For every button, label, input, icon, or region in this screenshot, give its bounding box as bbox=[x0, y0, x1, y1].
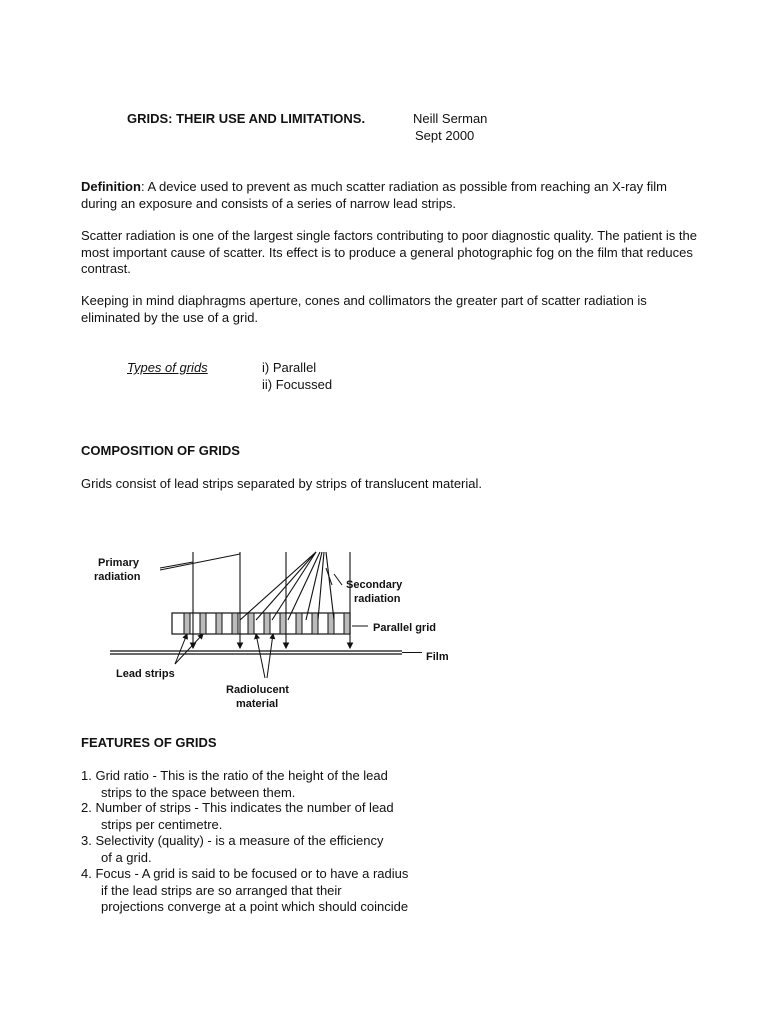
secondary-rays bbox=[240, 552, 334, 620]
scatter-paragraph: Scatter radiation is one of the largest single factors contributing to poor diagnostic quality. The patient is the most important cause of scatter. Its effect is to produce a general photographic fog on the film that reduces contrast. bbox=[81, 228, 697, 276]
composition-text: Grids consist of lead strips separated by strips of translucent material. bbox=[81, 476, 483, 491]
feature-item: 2. Number of strips - This indicates the number of lead strips per centimetre. bbox=[81, 800, 394, 832]
document-date: Sept 2000 bbox=[415, 128, 475, 143]
definition-text: : A device used to prevent as much scatter radiation as possible from reaching an X-ray film during an exposure and consists of a series of narrow lead strips. bbox=[81, 179, 667, 211]
definition-paragraph bbox=[81, 179, 701, 212]
feature-item: 4. Focus - A grid is said to be focused or to have a radius if the lead strips are so arranged that their projections converge at a point which should coincide bbox=[81, 866, 409, 914]
parallel-grid-box bbox=[172, 613, 350, 634]
secondary-radiation-label: Secondary bbox=[346, 579, 403, 591]
grid-type-item: ii) Focussed bbox=[262, 377, 333, 392]
features-heading: FEATURES OF GRIDS bbox=[81, 735, 217, 750]
parallel-grid-label: Parallel grid bbox=[373, 622, 436, 634]
lead-strips-label: Lead strips bbox=[116, 668, 175, 680]
document-title: GRIDS: THEIR USE AND LIMITATIONS. bbox=[127, 111, 366, 126]
radiolucent-material-label: Radiolucent bbox=[226, 684, 289, 696]
radiolucent-material-label: material bbox=[236, 698, 279, 710]
feature-item: 3. Selectivity (quality) - is a measure of the efficiency of a grid. bbox=[81, 833, 384, 865]
collimator-paragraph: Keeping in mind diaphragms aperture, cones and collimators the greater part of scatter radiation is eliminated by the use of a grid. bbox=[81, 293, 647, 325]
author-name: Neill Serman bbox=[413, 111, 488, 126]
grid-type-item: i) Parallel bbox=[262, 360, 317, 375]
grid-diagram bbox=[90, 540, 490, 715]
film-label: Film bbox=[426, 651, 449, 663]
definition-label: Definition bbox=[81, 179, 141, 194]
types-of-grids-label: Types of grids bbox=[127, 360, 208, 375]
composition-heading: COMPOSITION OF GRIDS bbox=[81, 443, 240, 458]
primary-radiation-label: Primary bbox=[98, 557, 139, 569]
secondary-radiation-label: radiation bbox=[354, 593, 401, 605]
primary-radiation-label: radiation bbox=[94, 571, 141, 583]
feature-item: 1. Grid ratio - This is the ratio of the height of the lead strips to the space between them. bbox=[81, 768, 388, 800]
